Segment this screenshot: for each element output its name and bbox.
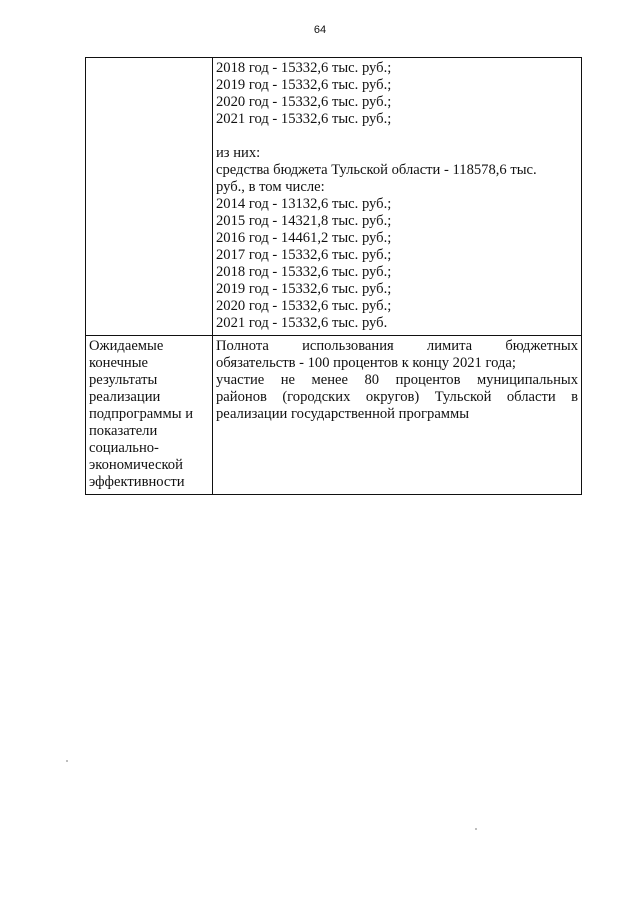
financing-line: средства бюджета Тульской области - 118578,6 тыс.: [216, 162, 537, 178]
financing-line: из них:: [216, 145, 261, 161]
financing-line: 2017 год - 15332,6 тыс. руб.;: [216, 247, 392, 263]
results-paragraph-line: обязательств - 100 процентов к концу 2021 года;: [216, 355, 516, 371]
financing-line: 2019 год - 15332,6 тыс. руб.;: [216, 281, 392, 297]
financing-line: 2021 год - 15332,6 тыс. руб.;: [216, 111, 392, 127]
financing-line: руб., в том числе:: [216, 179, 325, 195]
row-label-line: социально-: [89, 440, 159, 456]
expected-results-cell: [213, 336, 582, 495]
scan-speck: [475, 828, 477, 830]
results-paragraph-line: участие не менее 80 процентов муниципальных: [216, 372, 578, 388]
financing-line: 2020 год - 15332,6 тыс. руб.;: [216, 94, 392, 110]
row-label-line: показатели: [89, 423, 158, 439]
financing-cell: [213, 58, 582, 336]
financing-line: 2015 год - 14321,8 тыс. руб.;: [216, 213, 392, 229]
row-label-line: Ожидаемые: [89, 338, 164, 354]
financing-lines-a: [216, 60, 578, 128]
row-label-cell: [86, 336, 213, 495]
page-number: 64: [313, 24, 327, 36]
row-label-line: конечные: [89, 355, 149, 371]
row-label-line: реализации: [89, 389, 161, 405]
financing-line: 2018 год - 15332,6 тыс. руб.;: [216, 60, 392, 76]
financing-line: 2014 год - 13132,6 тыс. руб.;: [216, 196, 392, 212]
results-paragraph-line: районов (городских округов) Тульской области в: [216, 389, 578, 405]
passport-table: [85, 57, 582, 495]
row-label-line: подпрограммы и: [89, 406, 194, 422]
paragraph-gap: [216, 128, 578, 145]
results-paragraph-line: реализации государственной программы: [216, 406, 470, 422]
financing-lines-b: [216, 145, 578, 332]
row-label-line: экономической: [89, 457, 183, 473]
financing-line: 2019 год - 15332,6 тыс. руб.;: [216, 77, 392, 93]
scan-speck: [66, 760, 68, 762]
financing-line: 2020 год - 15332,6 тыс. руб.;: [216, 298, 392, 314]
row-label-cell: [86, 58, 213, 336]
row-label-line: эффективности: [89, 474, 185, 490]
financing-line: 2018 год - 15332,6 тыс. руб.;: [216, 264, 392, 280]
table-row-financing: [86, 58, 582, 336]
row-label-line: результаты: [89, 372, 158, 388]
financing-line: 2016 год - 14461,2 тыс. руб.;: [216, 230, 392, 246]
results-paragraph-line: Полнота использования лимита бюджетных: [216, 338, 578, 354]
financing-line: 2021 год - 15332,6 тыс. руб.: [216, 315, 388, 331]
table-row-expected-results: [86, 336, 582, 495]
